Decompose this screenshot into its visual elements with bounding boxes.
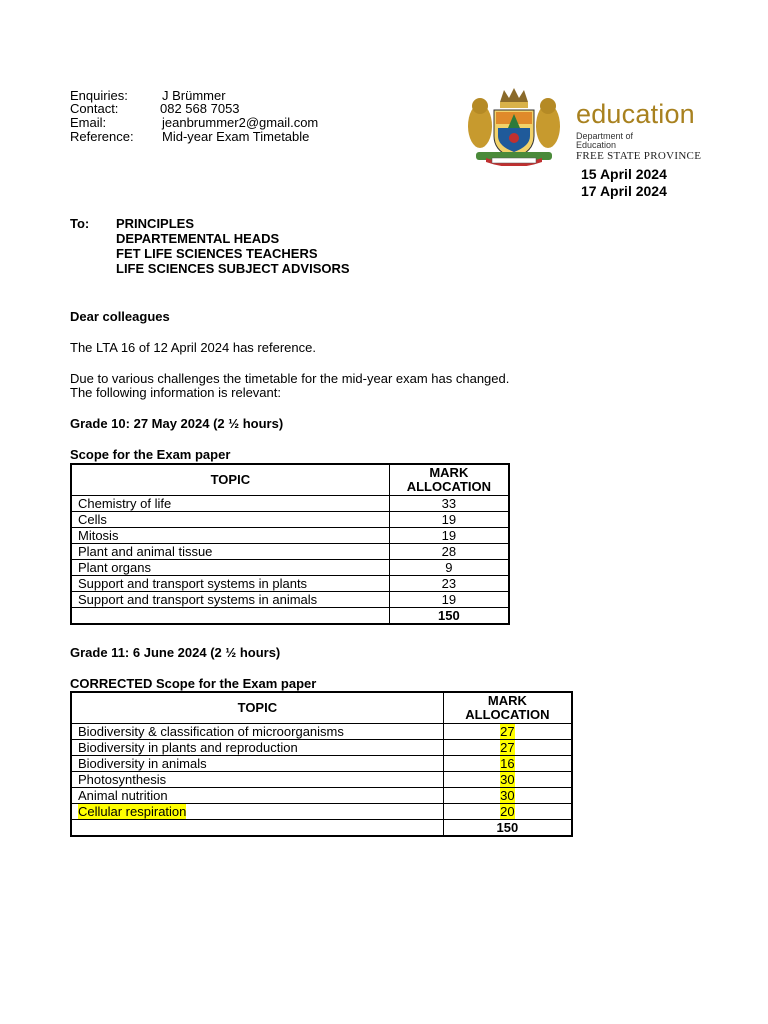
highlighted-mark: 20 xyxy=(500,803,515,819)
total-row xyxy=(71,820,572,837)
mark-cell: 28 xyxy=(389,544,509,560)
date-1: 15 April 2024 xyxy=(581,166,667,182)
recipient-list xyxy=(116,216,350,276)
email-value[interactable]: jeanbrummer2@gmail.com xyxy=(162,115,319,130)
recipient: DEPARTEMENTAL HEADS xyxy=(116,231,280,246)
email-row xyxy=(70,115,430,130)
topic-cell: Biodiversity & classification of microorganisms xyxy=(71,724,443,740)
logo-word: education xyxy=(576,99,695,129)
topic-cell: Animal nutrition xyxy=(71,788,443,804)
table-row xyxy=(71,804,572,820)
table-row xyxy=(71,528,509,544)
table-row xyxy=(71,724,572,740)
mark-cell xyxy=(443,724,572,740)
enquiries-value: J Brümmer xyxy=(162,88,226,103)
recipient: LIFE SCIENCES SUBJECT ADVISORS xyxy=(116,261,350,276)
mark-header xyxy=(443,692,572,724)
mark-cell: 23 xyxy=(389,576,509,592)
topic-cell xyxy=(71,804,443,820)
mark-cell: 9 xyxy=(389,560,509,576)
table-header-row xyxy=(71,692,572,724)
mark-cell xyxy=(443,804,572,820)
mark-cell: 33 xyxy=(389,496,509,512)
topic-cell: Biodiversity in animals xyxy=(71,756,443,772)
reference-value: Mid-year Exam Timetable xyxy=(162,129,310,144)
highlighted-mark: 27 xyxy=(500,723,515,739)
highlighted-mark: 27 xyxy=(500,739,515,755)
table-row xyxy=(71,772,572,788)
recipient: FET LIFE SCIENCES TEACHERS xyxy=(116,246,318,261)
table-row xyxy=(71,496,509,512)
table-row xyxy=(71,592,509,608)
table-row xyxy=(71,512,509,528)
greeting: Dear colleagues xyxy=(70,309,170,324)
topic-cell: Photosynthesis xyxy=(71,772,443,788)
letter-dates xyxy=(581,166,667,200)
topic-header: TOPIC xyxy=(71,692,443,724)
mark-cell: 19 xyxy=(389,528,509,544)
table-row xyxy=(71,788,572,804)
table-row xyxy=(71,740,572,756)
logo-province: FREE STATE PROVINCE xyxy=(576,150,702,162)
reference-row xyxy=(70,129,430,144)
paragraph-change-line1: Due to various challenges the timetable for the mid-year exam has changed. xyxy=(70,371,510,386)
topic-cell: Plant organs xyxy=(71,560,389,576)
mark-cell xyxy=(443,788,572,804)
table-row xyxy=(71,576,509,592)
table-row xyxy=(71,560,509,576)
total-cell: 150 xyxy=(443,820,572,837)
grade10-heading: Grade 10: 27 May 2024 (2 ½ hours) xyxy=(70,416,284,431)
date-2: 17 April 2024 xyxy=(581,183,667,199)
topic-cell: Biodiversity in plants and reproduction xyxy=(71,740,443,756)
mark-header-line2: ALLOCATION xyxy=(406,479,491,494)
total-cell: 150 xyxy=(389,608,509,625)
mark-cell: 19 xyxy=(389,512,509,528)
mark-cell xyxy=(443,772,572,788)
mark-cell xyxy=(443,740,572,756)
total-row xyxy=(71,608,509,625)
total-label-cell xyxy=(71,820,443,837)
logo-education: Education xyxy=(576,140,617,150)
table-row xyxy=(71,756,572,772)
mark-cell xyxy=(443,756,572,772)
topic-cell: Mitosis xyxy=(71,528,389,544)
highlighted-mark: 30 xyxy=(500,771,515,787)
grade10-scope-title: Scope for the Exam paper xyxy=(70,447,231,462)
recipient: PRINCIPLES xyxy=(116,216,195,231)
topic-cell: Plant and animal tissue xyxy=(71,544,389,560)
grade11-scope-title: CORRECTED Scope for the Exam paper xyxy=(70,676,317,691)
paragraph-reference: The LTA 16 of 12 April 2024 has reference. xyxy=(70,340,316,355)
grade11-scope-table xyxy=(70,691,573,837)
logo-department: Department of xyxy=(576,131,634,141)
coat-of-arms-icon xyxy=(462,88,566,166)
contact-value: 082 568 7053 xyxy=(160,101,240,116)
table-row xyxy=(71,544,509,560)
mark-header-line1: MARK xyxy=(429,465,469,480)
contact-row xyxy=(70,101,430,116)
highlighted-mark: 16 xyxy=(500,755,515,771)
reference-label: Reference: xyxy=(70,129,134,144)
mark-header-line2: ALLOCATION xyxy=(465,707,550,722)
mark-cell: 19 xyxy=(389,592,509,608)
to-label: To: xyxy=(70,216,90,231)
email-label: Email: xyxy=(70,115,107,130)
topic-cell: Support and transport systems in animals xyxy=(71,592,389,608)
table-header-row xyxy=(71,464,509,496)
education-logo xyxy=(576,100,726,162)
enquiries-label: Enquiries: xyxy=(70,88,128,103)
contact-label: Contact: xyxy=(70,101,119,116)
topic-cell: Support and transport systems in plants xyxy=(71,576,389,592)
topic-cell: Cells xyxy=(71,512,389,528)
mark-header xyxy=(389,464,509,496)
topic-header: TOPIC xyxy=(71,464,389,496)
paragraph-change-line2: The following information is relevant: xyxy=(70,385,281,400)
mark-header-line1: MARK xyxy=(487,693,527,708)
highlighted-topic: Cellular respiration xyxy=(78,803,187,819)
total-label-cell xyxy=(71,608,389,625)
grade11-heading: Grade 11: 6 June 2024 (2 ½ hours) xyxy=(70,645,281,660)
highlighted-mark: 30 xyxy=(500,787,515,803)
grade10-scope-table xyxy=(70,463,510,625)
topic-cell: Chemistry of life xyxy=(71,496,389,512)
